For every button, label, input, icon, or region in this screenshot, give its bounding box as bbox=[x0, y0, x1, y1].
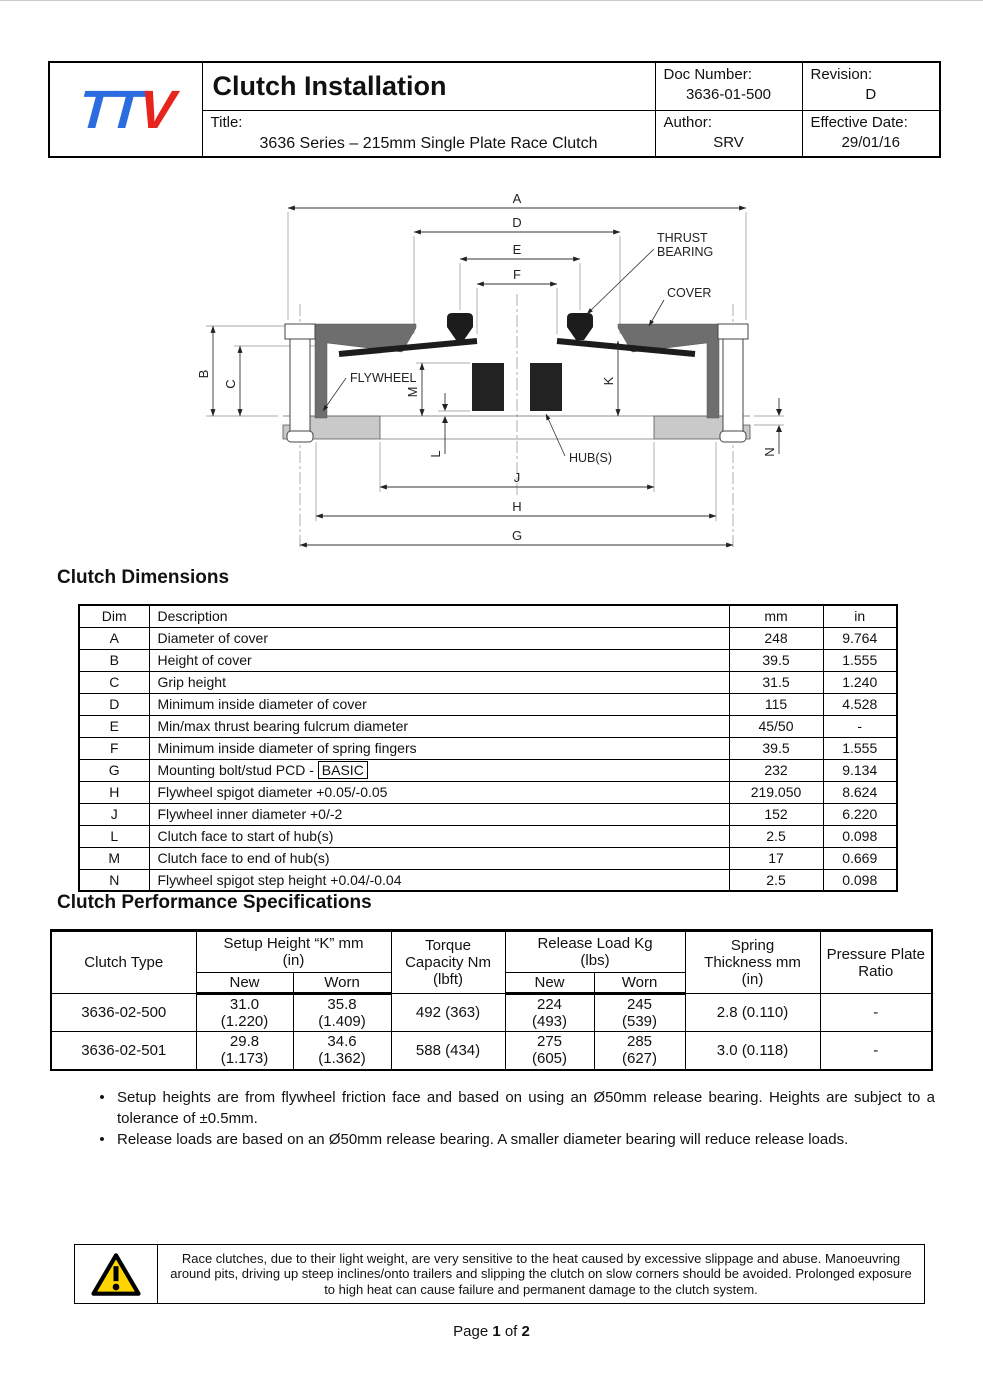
release-worn-cell bbox=[594, 994, 685, 1032]
note-item bbox=[87, 1087, 935, 1129]
dim-letter-M: M bbox=[405, 386, 420, 398]
dim-col-header: Dim bbox=[79, 605, 149, 627]
description-cell: Flywheel inner diameter +0/-2 bbox=[149, 803, 729, 825]
clutch-dimensions-heading: Clutch Dimensions bbox=[57, 567, 230, 588]
title-cell bbox=[202, 110, 655, 157]
release-worn-lbs: (539) bbox=[622, 1013, 658, 1030]
dim-cell: J bbox=[79, 803, 149, 825]
release-worn-lbs: (627) bbox=[622, 1050, 658, 1068]
thrust-bearing-shape bbox=[447, 313, 593, 340]
dim-cell: H bbox=[79, 781, 149, 803]
doc-number-cell bbox=[655, 62, 802, 110]
footer-page-of: of bbox=[500, 1323, 522, 1340]
pressure-ratio-cell: - bbox=[820, 994, 932, 1032]
dim-cell: N bbox=[79, 869, 149, 891]
torque-cell: 492 (363) bbox=[391, 994, 505, 1032]
dim-letter-N: N bbox=[762, 447, 777, 457]
dim-letter-J: J bbox=[513, 470, 521, 485]
mm-cell: 2.5 bbox=[729, 869, 823, 891]
page-footer bbox=[0, 1323, 983, 1340]
mm-cell: 17 bbox=[729, 847, 823, 869]
torque-cell: 588 (434) bbox=[391, 1032, 505, 1070]
spring-thickness-cell: 2.8 (0.110) bbox=[685, 994, 820, 1032]
k-new-cell bbox=[196, 1032, 293, 1070]
description-cell: Min/max thrust bearing fulcrum diameter bbox=[149, 715, 729, 737]
description-cell: Flywheel spigot step height +0.04/-0.04 bbox=[149, 869, 729, 891]
in-cell: 6.220 bbox=[823, 803, 897, 825]
mm-cell: 219.050 bbox=[729, 781, 823, 803]
ttv-logo bbox=[77, 79, 174, 141]
description-cell: Height of cover bbox=[149, 649, 729, 671]
logo-cell bbox=[49, 62, 202, 157]
k-worn-in: (1.409) bbox=[318, 1013, 366, 1030]
hubs-label: HUB(S) bbox=[569, 451, 613, 465]
release-new-kg: 275 bbox=[537, 1033, 563, 1051]
dim-letter-H: H bbox=[512, 499, 522, 514]
description-col-header: Description bbox=[149, 605, 729, 627]
document-title-cell bbox=[202, 62, 655, 110]
in-cell: 9.764 bbox=[823, 627, 897, 649]
release-worn-kg: 245 bbox=[627, 996, 653, 1013]
dim-table-row bbox=[79, 781, 897, 803]
dim-letter-K: K bbox=[601, 376, 616, 386]
notes-list bbox=[87, 1087, 935, 1150]
k-worn-in: (1.362) bbox=[318, 1050, 366, 1068]
mm-cell: 45/50 bbox=[729, 715, 823, 737]
dim-cell: G bbox=[79, 759, 149, 781]
mm-cell: 2.5 bbox=[729, 825, 823, 847]
torque-line2: Capacity Nm bbox=[405, 954, 491, 971]
revision-label: Revision: bbox=[810, 66, 873, 83]
release-new-lbs: (493) bbox=[532, 1013, 568, 1030]
k-new-mm: 29.8 bbox=[229, 1033, 260, 1051]
dim-table-row bbox=[79, 715, 897, 737]
pressure-ratio-cell: - bbox=[820, 1032, 932, 1070]
pressure-line2: Ratio bbox=[858, 962, 894, 980]
dim-table-row bbox=[79, 847, 897, 869]
author-value: SRV bbox=[713, 133, 744, 151]
k-new-cell bbox=[196, 994, 293, 1032]
dim-table-header-row bbox=[79, 605, 897, 627]
release-new-kg: 224 bbox=[537, 996, 563, 1013]
dim-cell: M bbox=[79, 847, 149, 869]
pressure-plate-ratio-header bbox=[820, 931, 932, 994]
in-cell: 9.134 bbox=[823, 759, 897, 781]
setup-height-line2: (in) bbox=[282, 952, 305, 969]
dim-letter-G: G bbox=[511, 528, 523, 543]
dim-cell: L bbox=[79, 825, 149, 847]
dim-letter-C: C bbox=[223, 379, 238, 389]
dim-table-row bbox=[79, 825, 897, 847]
perf-header-row-1 bbox=[51, 931, 932, 973]
performance-specs-table bbox=[50, 929, 933, 1071]
dim-letter-L: L bbox=[428, 450, 443, 458]
k-worn-mm: 35.8 bbox=[327, 996, 357, 1013]
note-text-release-loads: Release loads are based on an Ø50mm release bearing. A smaller diameter bearing will reduce release loads. bbox=[117, 1131, 849, 1148]
dim-table-row bbox=[79, 759, 897, 781]
in-cell: 1.240 bbox=[823, 671, 897, 693]
warning-triangle-icon bbox=[91, 1252, 141, 1297]
k-new-mm: 31.0 bbox=[229, 996, 260, 1013]
description-cell: Clutch face to start of hub(s) bbox=[149, 825, 729, 847]
mm-cell: 31.5 bbox=[729, 671, 823, 693]
description-cell: Diameter of cover bbox=[149, 627, 729, 649]
effective-date-value: 29/01/16 bbox=[841, 133, 900, 151]
dim-cell: B bbox=[79, 649, 149, 671]
document-header-table bbox=[48, 61, 941, 158]
release-worn-kg: 285 bbox=[627, 1033, 653, 1051]
in-cell: 0.098 bbox=[823, 825, 897, 847]
torque-capacity-header bbox=[391, 931, 505, 994]
clutch-type-header: Clutch Type bbox=[51, 931, 196, 994]
bullet-icon: • bbox=[99, 1089, 105, 1106]
spring-line1: Spring bbox=[730, 937, 775, 954]
author-label: Author: bbox=[663, 113, 712, 131]
document-title: Clutch Installation bbox=[212, 71, 447, 101]
dim-letter-E: E bbox=[512, 242, 522, 257]
perf-table-row bbox=[51, 994, 932, 1032]
in-cell: 0.098 bbox=[823, 869, 897, 891]
mm-cell: 39.5 bbox=[729, 737, 823, 759]
release-new-subheader: New bbox=[505, 973, 594, 994]
release-line2: (lbs) bbox=[580, 952, 610, 969]
release-worn-cell bbox=[594, 1032, 685, 1070]
spring-thickness-header bbox=[685, 931, 820, 994]
dim-table-row bbox=[79, 671, 897, 693]
release-worn-subheader: Worn bbox=[594, 973, 685, 994]
mm-col-header: mm bbox=[729, 605, 823, 627]
thrust-bearing-label-line1: THRUST bbox=[657, 231, 708, 245]
revision-value: D bbox=[865, 86, 877, 103]
description-cell: Mounting bolt/stud PCD - BASIC bbox=[149, 759, 729, 781]
dim-letter-A: A bbox=[512, 191, 522, 206]
dim-letter-D: D bbox=[512, 215, 522, 230]
dim-cell: D bbox=[79, 693, 149, 715]
clutch-cross-section-diagram bbox=[170, 186, 810, 564]
perf-table-row bbox=[51, 1032, 932, 1070]
thrust-bearing-label-line2: BEARING bbox=[657, 245, 714, 259]
dim-letter-B: B bbox=[196, 369, 211, 379]
dim-table-row bbox=[79, 693, 897, 715]
logo-tt: TT bbox=[77, 79, 142, 140]
description-cell: Grip height bbox=[149, 671, 729, 693]
in-cell: 1.555 bbox=[823, 737, 897, 759]
footer-page-total: 2 bbox=[521, 1323, 530, 1340]
clutch-type-cell: 3636-02-501 bbox=[51, 1032, 196, 1070]
dim-cell: F bbox=[79, 737, 149, 759]
doc-number-label: Doc Number: bbox=[663, 66, 752, 83]
performance-specs-heading: Clutch Performance Specifications bbox=[57, 892, 372, 913]
dim-table-row bbox=[79, 803, 897, 825]
bullet-icon: • bbox=[99, 1131, 105, 1148]
torque-line3: (lbft) bbox=[433, 971, 464, 988]
release-new-cell bbox=[505, 1032, 594, 1070]
mm-cell: 248 bbox=[729, 627, 823, 649]
release-new-lbs: (605) bbox=[532, 1050, 568, 1068]
release-new-cell bbox=[505, 994, 594, 1032]
setup-worn-subheader: Worn bbox=[293, 973, 391, 994]
dim-table-row bbox=[79, 649, 897, 671]
in-col-header: in bbox=[823, 605, 897, 627]
effective-date-label: Effective Date: bbox=[810, 113, 908, 131]
description-cell: Clutch face to end of hub(s) bbox=[149, 847, 729, 869]
setup-height-header bbox=[196, 931, 391, 973]
spring-line2: Thickness mm bbox=[704, 954, 801, 971]
clutch-dimensions-table bbox=[78, 604, 898, 892]
pressure-line1: Pressure Plate bbox=[826, 945, 925, 963]
title-label: Title: bbox=[210, 113, 243, 131]
author-cell bbox=[655, 110, 802, 157]
in-cell: 4.528 bbox=[823, 693, 897, 715]
dim-letter-F: F bbox=[513, 267, 521, 282]
dim-cell: C bbox=[79, 671, 149, 693]
basic-boxed-label: BASIC bbox=[318, 761, 368, 779]
dim-cell: A bbox=[79, 627, 149, 649]
in-cell: 8.624 bbox=[823, 781, 897, 803]
warning-text-content: Race clutches, due to their light weight, are very sensitive to the heat caused by excessive slippage and abuse. Manoeuvring around pits, driving up steep inclines/onto trailers and slipping the clutch on slow corners should be avoided. Prolonged exposure to high heat can cause failure and permanent damage to the clutch system. bbox=[170, 1250, 912, 1297]
in-cell: 0.669 bbox=[823, 847, 897, 869]
in-cell: 1.555 bbox=[823, 649, 897, 671]
description-cell: Flywheel spigot diameter +0.05/-0.05 bbox=[149, 781, 729, 803]
flywheel-label: FLYWHEEL bbox=[350, 371, 417, 385]
release-line1: Release Load Kg bbox=[537, 935, 653, 952]
warning-box bbox=[74, 1244, 925, 1304]
doc-number-value: 3636-01-500 bbox=[685, 86, 772, 103]
spring-line3: (in) bbox=[741, 971, 764, 988]
revision-cell bbox=[802, 62, 940, 110]
footer-page-prefix: Page bbox=[453, 1323, 493, 1340]
mm-cell: 115 bbox=[729, 693, 823, 715]
flywheel-shape bbox=[283, 416, 750, 439]
setup-new-subheader: New bbox=[196, 973, 293, 994]
mm-cell: 39.5 bbox=[729, 649, 823, 671]
dim-cell: E bbox=[79, 715, 149, 737]
description-cell: Minimum inside diameter of spring fingers bbox=[149, 737, 729, 759]
dim-table-row bbox=[79, 869, 897, 891]
mm-cell: 152 bbox=[729, 803, 823, 825]
warning-text bbox=[158, 1245, 924, 1303]
spring-thickness-cell: 3.0 (0.118) bbox=[685, 1032, 820, 1070]
k-new-in: (1.173) bbox=[220, 1050, 269, 1068]
title-value: 3636 Series – 215mm Single Plate Race Clutch bbox=[259, 134, 598, 152]
effective-date-cell bbox=[802, 110, 940, 157]
description-cell: Minimum inside diameter of cover bbox=[149, 693, 729, 715]
release-load-header bbox=[505, 931, 685, 973]
k-new-in: (1.220) bbox=[220, 1013, 269, 1030]
note-text-setup-heights: Setup heights are from flywheel friction face and based on using an Ø50mm release bearing. Heights are subject to a tolerance of ±0.5mm. bbox=[117, 1089, 935, 1127]
dim-table-row bbox=[79, 627, 897, 649]
k-worn-cell bbox=[293, 994, 391, 1032]
in-cell: - bbox=[823, 715, 897, 737]
setup-height-line1: Setup Height “K” mm bbox=[223, 935, 364, 952]
logo-v: V bbox=[137, 79, 175, 140]
note-item bbox=[87, 1129, 935, 1150]
warning-icon-cell bbox=[75, 1245, 158, 1303]
cover-label: COVER bbox=[667, 286, 712, 300]
torque-line1: Torque bbox=[425, 937, 471, 954]
clutch-type-cell: 3636-02-500 bbox=[51, 994, 196, 1032]
footer-page-number: 1 bbox=[492, 1323, 501, 1340]
mm-cell: 232 bbox=[729, 759, 823, 781]
k-worn-mm: 34.6 bbox=[327, 1033, 357, 1051]
dim-table-row bbox=[79, 737, 897, 759]
k-worn-cell bbox=[293, 1032, 391, 1070]
